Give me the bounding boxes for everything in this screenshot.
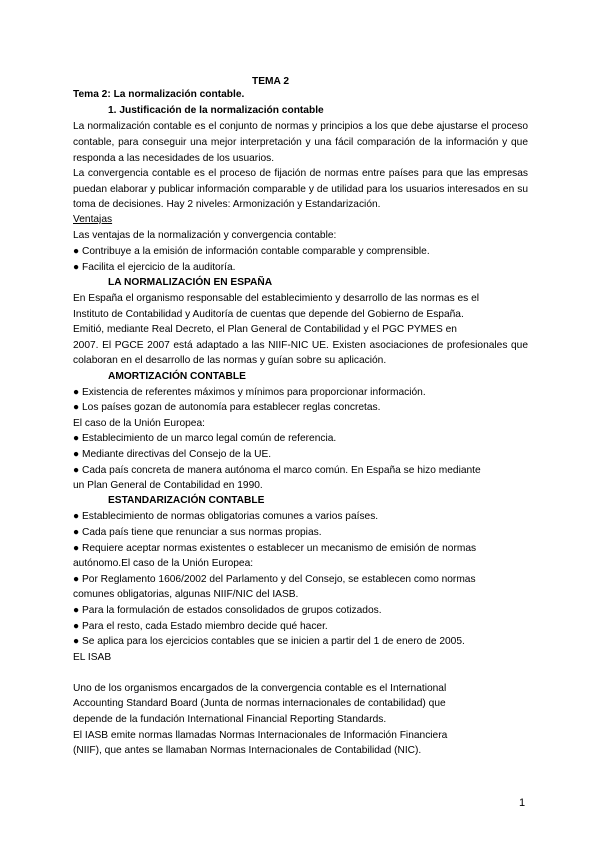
list-item: ● Para el resto, cada Estado miembro decide qué hacer. <box>73 621 328 632</box>
list-item: ● Se aplica para los ejercicios contables que se inicien a partir del 1 de enero de 2005. <box>73 636 465 647</box>
list-item: ● Por Reglamento 1606/2002 del Parlamento y del Consejo, se establecen como normas <box>73 574 476 585</box>
paragraph-line: La convergencia contable es el proceso de fijación de normas entre países para que las empresas <box>73 168 528 179</box>
list-item: ● Para la formulación de estados consolidados de grupos cotizados. <box>73 605 382 616</box>
section-heading-espana: LA NORMALIZACIÓN EN ESPAÑA <box>108 277 273 288</box>
paragraph-line: colaboran en el desarrollo de las normas y guían sobre su aplicación. <box>73 355 387 366</box>
list-item: ● Cada país tiene que renunciar a sus normas propias. <box>73 527 322 538</box>
paragraph-line: Emitió, mediante Real Decreto, el Plan General de Contabilidad y el PGC PYMES en <box>73 324 457 335</box>
section-heading-amortizacion: AMORTIZACIÓN CONTABLE <box>108 371 246 382</box>
paragraph-line: Accounting Standard Board (Junta de normas internacionales de contabilidad) que <box>73 698 446 709</box>
paragraph-line: En España el organismo responsable del establecimiento y desarrollo de las normas es el <box>73 293 480 304</box>
paragraph-line: El IASB emite normas llamadas Normas Internacionales de Información Financiera <box>73 730 448 741</box>
ue-intro: El caso de la Unión Europea: <box>73 418 205 429</box>
paragraph-line: responda a las necesidades de los usuarios. <box>73 153 275 164</box>
list-item: ● Facilita el ejercicio de la auditoría. <box>73 262 236 273</box>
paragraph-line: Uno de los organismos encargados de la convergencia contable es el International <box>73 683 447 694</box>
section-heading-isab: EL ISAB <box>73 652 112 663</box>
paragraph-line: La normalización contable es el conjunto de normas y principios a los que debe ajustarse el proceso <box>73 121 528 132</box>
list-item: ● Requiere aceptar normas existentes o establecer un mecanismo de emisión de normas <box>73 543 477 554</box>
paragraph-line: depende de la fundación International Financial Reporting Standards. <box>73 714 387 725</box>
paragraph-line: contable, para conseguir una mejor interpretación y una fácil comparación de la información y que <box>73 137 528 148</box>
paragraph-line: (NIIF), que antes se llamaban Normas Internacionales de Contabilidad (NIC). <box>73 745 422 756</box>
list-item: ● Contribuye a la emisión de información contable comparable y comprensible. <box>73 246 430 257</box>
paragraph-line: Instituto de Contabilidad y Auditoría de cuentas que depende del Gobierno de España. <box>73 309 464 320</box>
list-item: ● Establecimiento de normas obligatorias comunes a varios países. <box>73 511 379 522</box>
list-item: ● Mediante directivas del Consejo de la UE. <box>73 449 272 460</box>
ventajas-heading: Ventajas <box>73 214 113 225</box>
list-item: ● Cada país concreta de manera autónoma el marco común. En España se hizo mediante <box>73 465 481 476</box>
doc-title: TEMA 2 <box>252 76 289 87</box>
list-item: ● Los países gozan de autonomía para establecer reglas concretas. <box>73 402 381 413</box>
page-number: 1 <box>519 797 526 809</box>
paragraph-line: puedan elaborar y publicar información comparable y de utilidad para los usuarios interesados en su <box>73 184 528 195</box>
list-item: ● Establecimiento de un marco legal común de referencia. <box>73 433 337 444</box>
paragraph-line: toma de decisiones. Hay 2 niveles: Armonización y Estandarización. <box>73 199 381 210</box>
ventajas-intro: Las ventajas de la normalización y convergencia contable: <box>73 230 337 241</box>
paragraph-line: 2007. El PGCE 2007 está adaptado a las NIIF-NIC UE. Existen asociaciones de profesionales que <box>73 340 528 351</box>
list-item: ● Existencia de referentes máximos y mínimos para proporcionar información. <box>73 387 426 398</box>
list-item-continuation: comunes obligatorias, algunas NIIF/NIC del IASB. <box>73 589 299 600</box>
list-item-continuation: un Plan General de Contabilidad en 1990. <box>73 480 263 491</box>
section-heading-estandarizacion: ESTANDARIZACIÓN CONTABLE <box>108 495 265 506</box>
section-heading-justificacion: 1. Justificación de la normalización contable <box>108 105 324 116</box>
list-item-continuation: autónomo.El caso de la Unión Europea: <box>73 558 254 569</box>
doc-subtitle: Tema 2: La normalización contable. <box>73 89 245 100</box>
